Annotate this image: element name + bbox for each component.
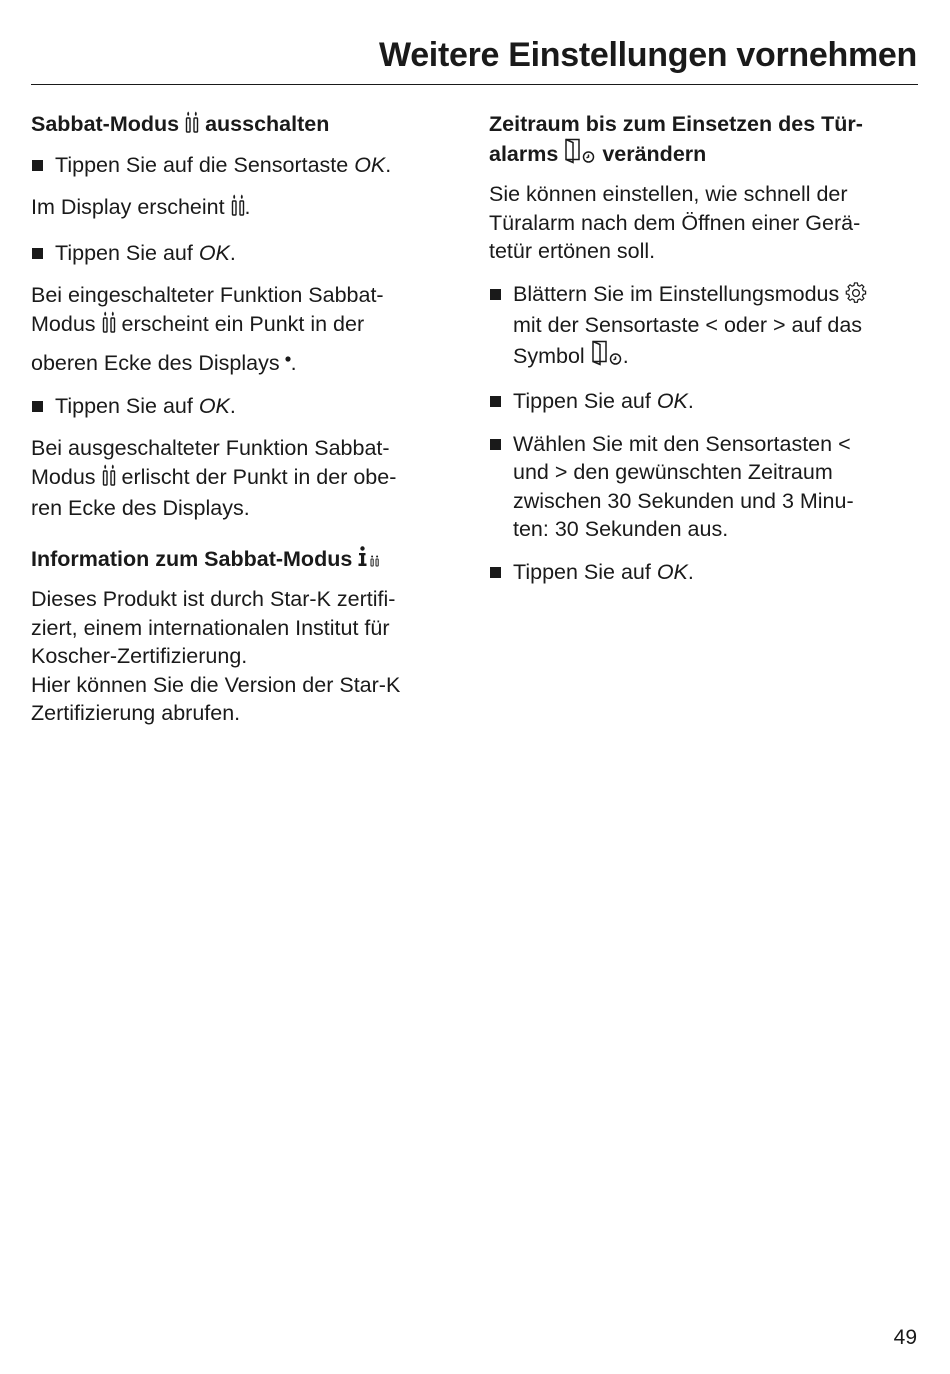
- page-number: 49: [893, 1326, 917, 1349]
- ok-key: OK: [656, 559, 688, 584]
- left-arrow-key: <: [705, 313, 718, 337]
- ok-key: OK: [198, 393, 230, 418]
- sabbath-icon: [102, 463, 116, 495]
- bullet-square: [490, 567, 501, 578]
- sabbath-icon: [102, 310, 116, 342]
- list-item: Blättern Sie im Einstellungsmodus mit der Sensortaste < oder > auf das Symbol .: [489, 280, 924, 374]
- header-divider: [31, 84, 918, 85]
- sabbath-icon: [185, 110, 199, 142]
- list-item: Tippen Sie auf OK.: [489, 558, 924, 587]
- settings-gear-icon: [845, 282, 867, 312]
- ok-key: OK: [656, 389, 688, 413]
- list-item: Tippen Sie auf OK.: [489, 387, 924, 416]
- paragraph: Bei ausgeschalteter Funktion Sabbat- Modus erlischt der Punkt in der obe- ren Ecke des Displays.: [31, 436, 397, 520]
- paragraph: Sie können einstellen, wie schnell der Türalarm nach dem Öffnen einer Gerä- tetür ertönen soll.: [489, 182, 861, 263]
- list-item: Tippen Sie auf die Sensortaste OK.: [31, 151, 456, 180]
- list-item: Tippen Sie auf OK.: [31, 239, 456, 268]
- bullet-square: [490, 289, 501, 300]
- door-alarm-timer-icon: [564, 138, 596, 171]
- bullet-square: [32, 160, 43, 171]
- left-arrow-key: <: [838, 431, 851, 456]
- sabbath-icon: [231, 193, 245, 225]
- bullet-square: [32, 248, 43, 259]
- section-heading-door-alarm: Zeitraum bis zum Einsetzen des Tür- alarms verändern: [489, 110, 924, 171]
- page-title: Weitere Einstellungen vornehmen: [379, 36, 917, 74]
- left-column: [31, 110, 456, 728]
- bullet-square: [32, 401, 43, 412]
- right-column: [489, 110, 924, 600]
- right-arrow-key: >: [772, 313, 786, 337]
- bullet-square: [490, 439, 501, 450]
- bullet-square: [490, 396, 501, 407]
- door-alarm-timer-icon: [591, 340, 623, 374]
- info-sabbath-icon: [358, 545, 382, 577]
- paragraph: Dieses Produkt ist durch Star-K zertifi- ziert, einem internationalen Institut für Koscher-Zertifizierung. Hier können Sie die Version der Star-K Zertifizierung abrufen.: [31, 587, 401, 725]
- section-heading-sabbat-info: Information zum Sabbat-Modus: [31, 545, 456, 577]
- list-item: Wählen Sie mit den Sensortasten < und > den gewünschten Zeitraum zwischen 30 Sekunden und 3 Minu- ten: 30 Sekunden aus.: [489, 430, 924, 544]
- dot-indicator-icon: [285, 341, 291, 370]
- ok-key: OK: [354, 152, 386, 177]
- paragraph: Im Display erscheint .: [31, 193, 456, 225]
- ok-key: OK: [198, 240, 230, 265]
- right-arrow-key: >: [554, 460, 568, 484]
- paragraph: Bei eingeschalteter Funktion Sabbat- Modus erscheint ein Punkt in der oberen Ecke des Displays .: [31, 283, 384, 375]
- list-item: Tippen Sie auf OK.: [31, 392, 456, 421]
- section-heading-sabbat-off: Sabbat-Modus ausschalten: [31, 110, 456, 142]
